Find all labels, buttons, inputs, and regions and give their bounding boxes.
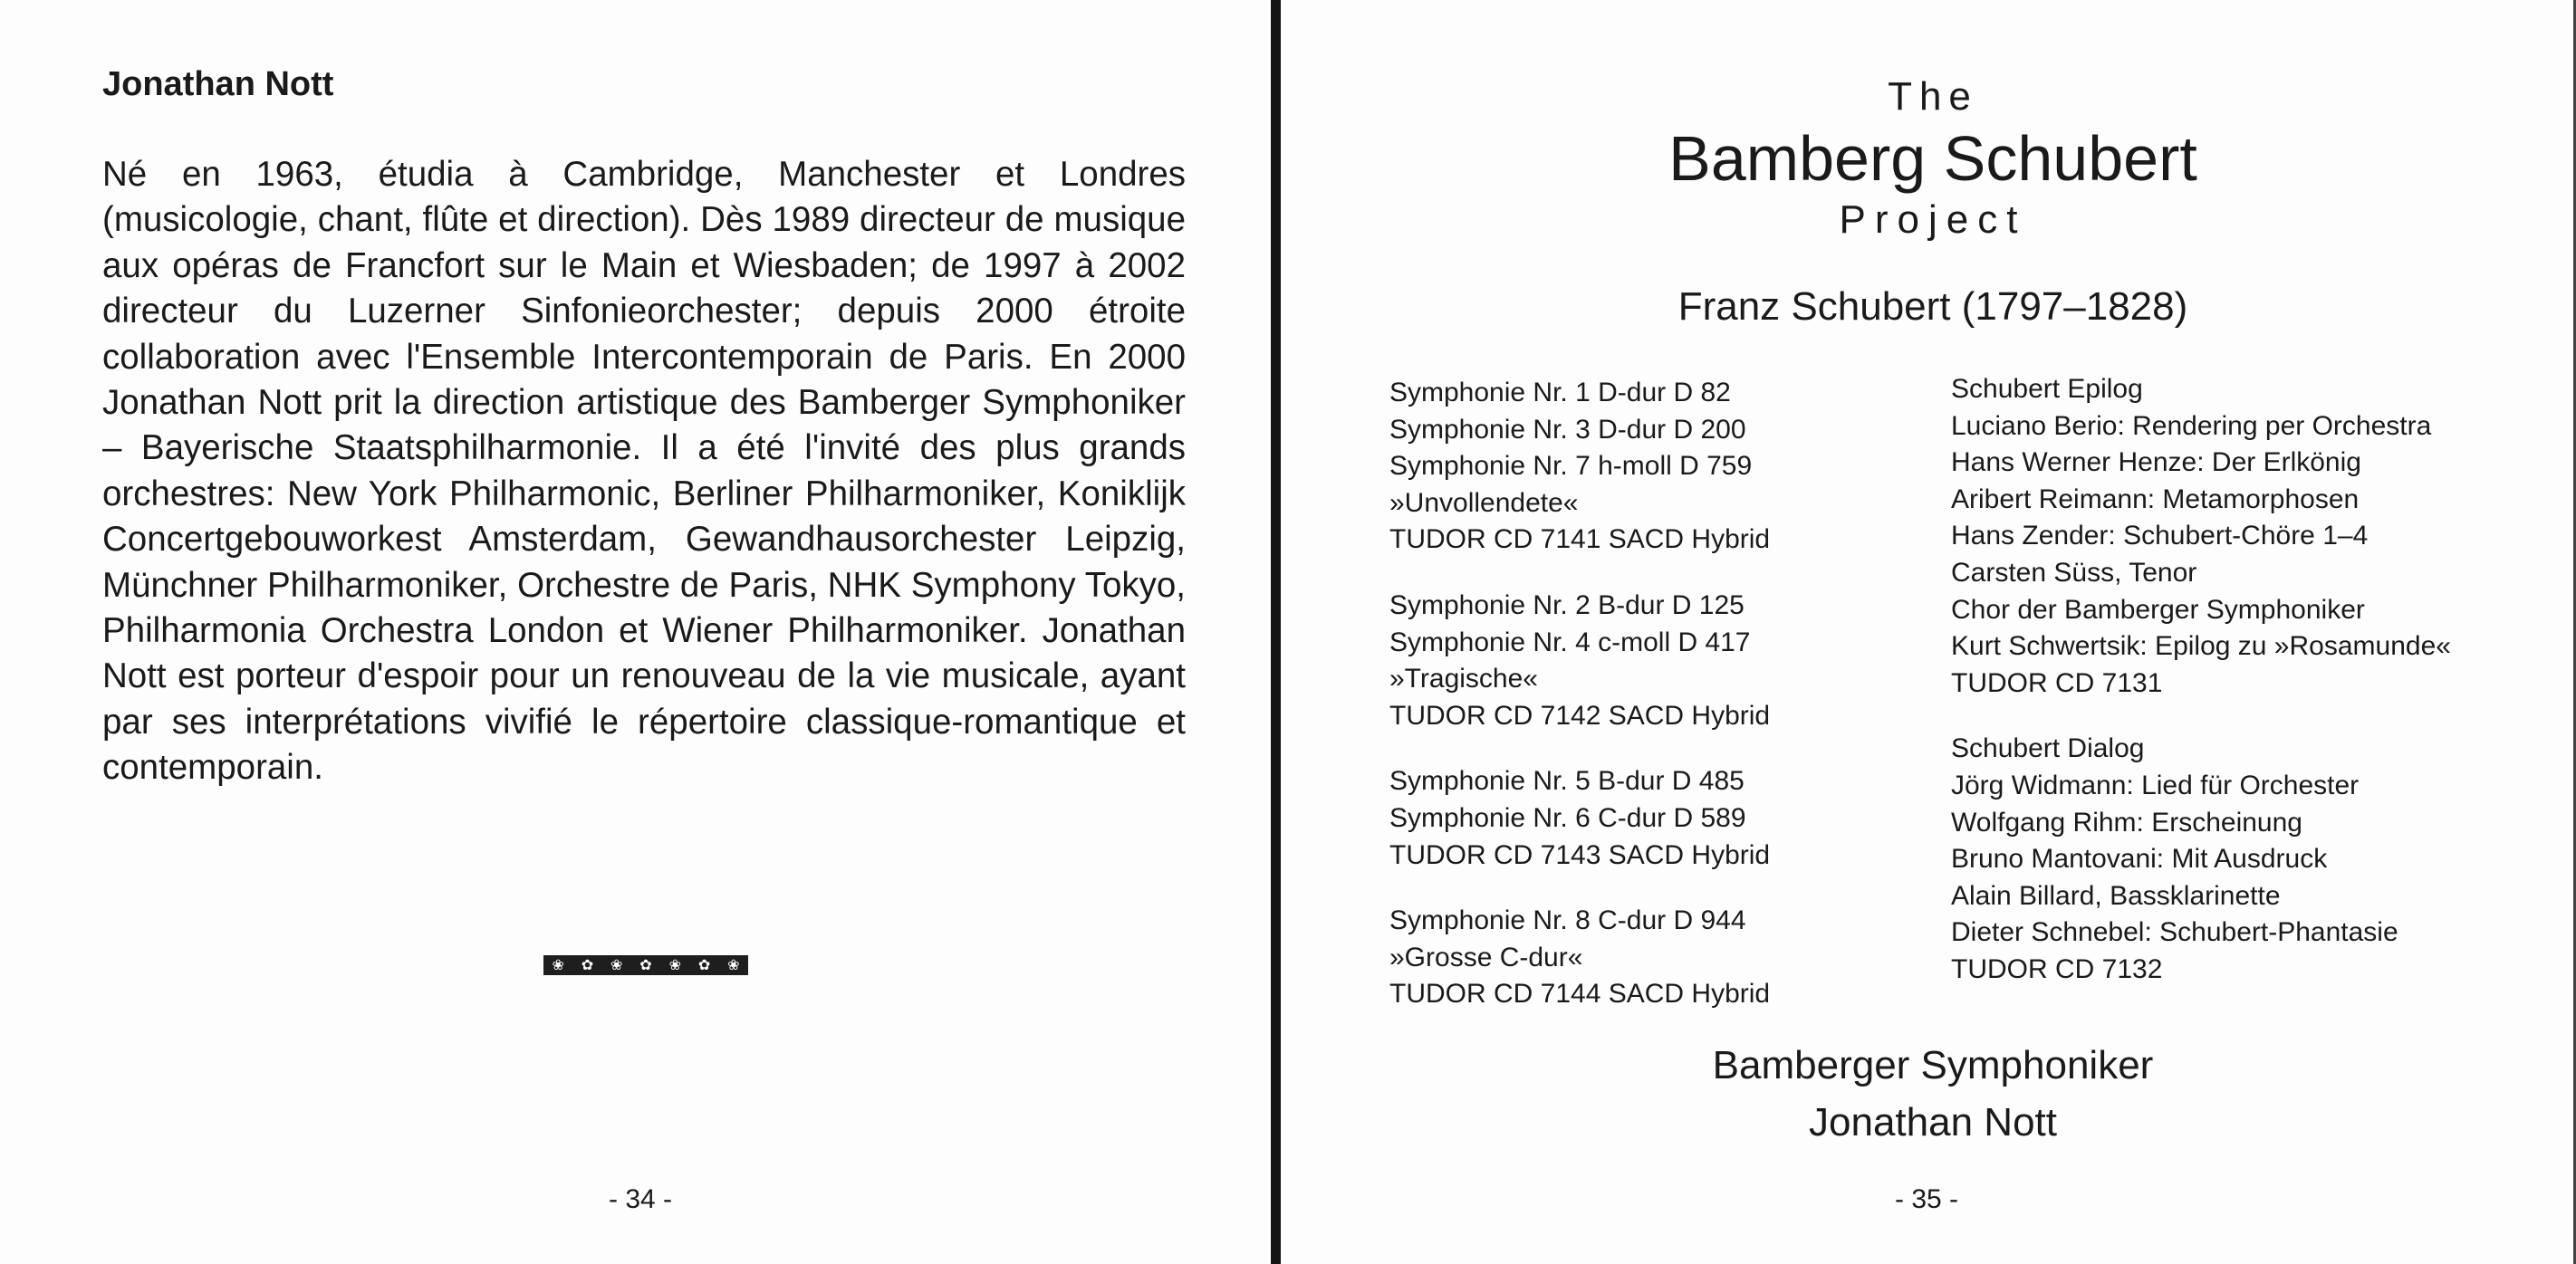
entry-line: Dieter Schnebel: Schubert-Phantasie [1951, 917, 2398, 948]
cd-entry-7132 [1951, 731, 2513, 988]
entry-line: Symphonie Nr. 2 B-dur D 125 [1389, 589, 1745, 620]
entry-line: Hans Zender: Schubert-Chöre 1–4 [1951, 521, 2369, 551]
entry-line: »Unvollendete« [1389, 487, 1579, 518]
title-the: The [1888, 74, 1978, 119]
composer-line: Franz Schubert (1797–1828) [1677, 284, 2188, 329]
entry-line: Kurt Schwertsik: Epilog zu »Rosamunde« [1951, 631, 2451, 662]
title-main: Bamberg Schubert [1668, 123, 2197, 194]
entry-line: Wolfgang Rihm: Erscheinung [1951, 807, 2302, 838]
entry-line: Jörg Widmann: Lied für Orchester [1951, 770, 2360, 800]
entry-line: Bruno Mantovani: Mit Ausdruck [1951, 844, 2328, 875]
biography-heading: Jonathan Nott [102, 65, 334, 103]
cd-entry-7142 [1389, 588, 1897, 734]
entry-line: »Tragische« [1389, 664, 1538, 694]
entry-line: Alain Billard, Bassklarinette [1951, 880, 2281, 911]
entry-line: Symphonie Nr. 3 D-dur D 200 [1389, 414, 1746, 445]
catalog-number: TUDOR CD 7141 SACD Hybrid [1389, 524, 1771, 555]
page-number-left: - 34 - [609, 1184, 673, 1214]
entry-line: Symphonie Nr. 4 c-moll D 417 [1389, 627, 1751, 657]
left-page [0, 0, 1268, 1264]
title-project: Project [1839, 197, 2027, 242]
epilog-dialog-list [1951, 371, 2513, 1018]
conductor-name: Jonathan Nott [1809, 1100, 2057, 1144]
cd-entry-7131 [1951, 371, 2513, 702]
catalog-number: TUDOR CD 7142 SACD Hybrid [1389, 700, 1771, 731]
entry-heading: Schubert Epilog [1951, 374, 2143, 404]
cd-entry-7143 [1389, 763, 1897, 874]
entry-line: Symphonie Nr. 7 h-moll D 759 [1389, 451, 1753, 482]
page-number-right: - 35 - [1895, 1184, 1959, 1214]
spine-shadow [1271, 0, 1281, 1264]
catalog-number: TUDOR CD 7143 SACD Hybrid [1389, 839, 1771, 870]
catalog-number: TUDOR CD 7131 [1951, 667, 2163, 698]
symphony-list [1389, 375, 1897, 1042]
entry-line: Luciano Berio: Rendering per Orchestra [1951, 410, 2432, 441]
entry-line: Hans Werner Henze: Der Erlkönig [1951, 447, 2361, 478]
cd-entry-7144 [1389, 903, 1897, 1013]
catalog-number: TUDOR CD 7132 [1951, 953, 2163, 984]
entry-line: Chor der Bamberger Symphoniker [1951, 594, 2365, 625]
entry-line: Symphonie Nr. 5 B-dur D 485 [1389, 766, 1745, 797]
biography-text: Né en 1963, étudia à Cambridge, Manchester et Londres (musicologie, chant, flûte et direction). Dès 1989 directeur de musique aux opéras de Francfort sur le Main et Wiesbaden; de 1997 à 2002 directeur du Luzerner Sinfonieorchester; depuis 2000 étroite collaboration avec l'Ensemble Intercontemporain de Paris. En 2000 Jonathan Nott prit la direction artistique des Bamberger Symphoniker – Bayerische Staatsphilharmonie. Il a été l'invité des plus grands orchestres: New York Philharmonic, Berliner Philharmoniker, Koniklijk Concertgebouworkest Amsterdam, Gewandhausorchester Leipzig, Münchner Philharmoniker, Orchestre de Paris, NHK Symphony Tokyo, Philharmonia Orchestra London et Wiener Philharmoniker. Jonathan Nott est porteur d'espoir pour un renouveau de la vie musicale, ayant par ses interprétations vivifié le répertoire classique-romantique et contemporain. [102, 155, 1186, 788]
entry-line: Symphonie Nr. 6 C-dur D 589 [1389, 802, 1746, 833]
cd-entry-7141 [1389, 375, 1897, 559]
entry-line: Symphonie Nr. 1 D-dur D 82 [1389, 378, 1731, 407]
entry-line: Carsten Süss, Tenor [1951, 557, 2197, 588]
entry-line: Symphonie Nr. 8 C-dur D 944 [1389, 905, 1746, 936]
orchestra-name: Bamberger Symphoniker [1712, 1043, 2154, 1087]
catalog-number: TUDOR CD 7144 SACD Hybrid [1389, 979, 1771, 1010]
entry-line: Aribert Reimann: Metamorphosen [1951, 484, 2360, 514]
ornament-divider-icon: ❀ ✿ ❀ ✿ ❀ ✿ ❀ [543, 955, 748, 975]
entry-line: »Grosse C-dur« [1389, 942, 1583, 972]
entry-heading: Schubert Dialog [1951, 733, 2145, 764]
